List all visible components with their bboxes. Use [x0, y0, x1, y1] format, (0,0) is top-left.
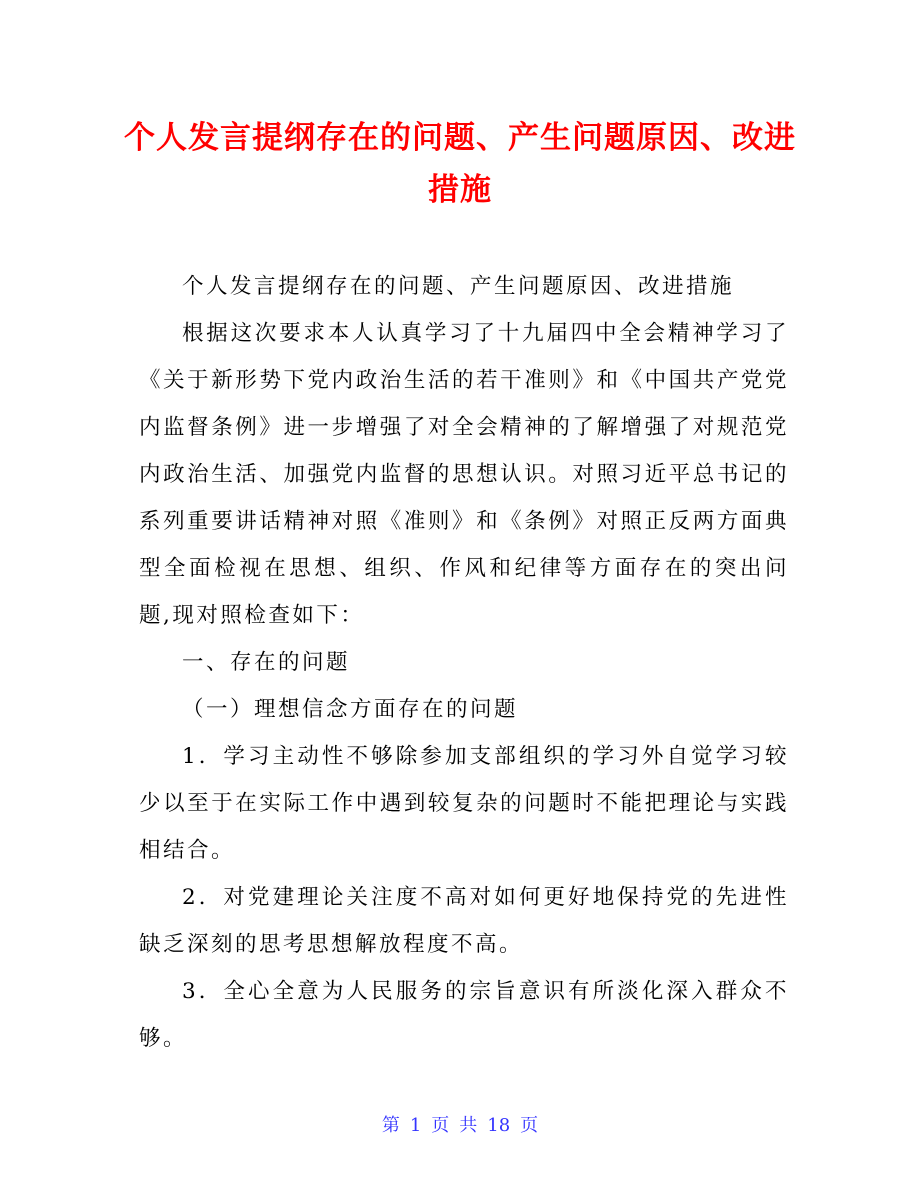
document-title: 个人发言提纲存在的问题、产生问题原因、改进措施 — [124, 120, 796, 208]
footer-page-number: 1 — [409, 1115, 422, 1136]
footer-word-ye-end: 页 — [520, 1115, 539, 1136]
footer-word-gong: 共 — [459, 1115, 478, 1136]
page-footer — [0, 1112, 920, 1140]
list-item-1: 1．学习主动性不够除参加支部组织的学习外自觉学习较少以至于在实际工作中遇到较复杂的问题时不能把理论与实践相结合。 — [139, 744, 789, 863]
document-body — [139, 263, 789, 1062]
subsection-heading-ideals: （一）理想信念方面存在的问题 — [182, 697, 519, 722]
list-item-3: 3．全心全意为人民服务的宗旨意识有所淡化深入群众不够。 — [139, 979, 789, 1051]
footer-word-di: 第 — [381, 1115, 400, 1136]
footer-total-pages: 18 — [487, 1115, 511, 1136]
section-heading-problems: 一、存在的问题 — [182, 650, 351, 675]
paragraph-intro: 根据这次要求本人认真学习了十九届四中全会精神学习了《关于新形势下党内政治生活的若干准则》和《中国共产党党内监督条例》进一步增强了对全会精神的了解增强了对规范党内政治生活、加强党内监督的思想认识。对照习近平总书记的系列重要讲话精神对照《准则》和《条例》对照正反两方面典型全面检视在思想、组织、作风和纪律等方面存在的突出问题,现对照检查如下： — [139, 321, 789, 628]
paragraph-heading-repeat: 个人发言提纲存在的问题、产生问题原因、改进措施 — [182, 274, 735, 299]
list-item-2: 2．对党建理论关注度不高对如何更好地保持党的先进性缺乏深刻的思考思想解放程度不高。 — [139, 885, 789, 957]
footer-word-ye: 页 — [431, 1115, 450, 1136]
